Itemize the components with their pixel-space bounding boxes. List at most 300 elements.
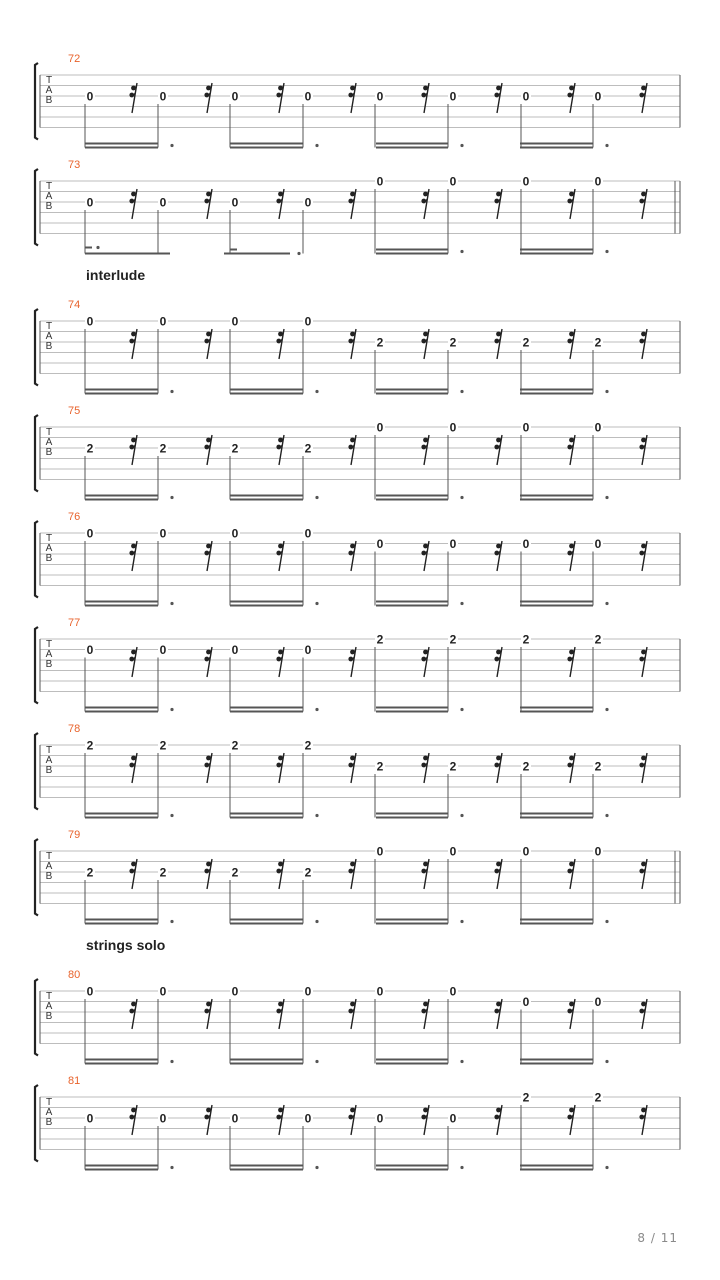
augmentation-dot [315,708,318,711]
page-number: 8 / 11 [637,1231,678,1245]
beam-group [376,390,464,394]
sixteenth-rest-icon [276,753,284,783]
measure-number: 74 [68,299,81,311]
sixteenth-rest-icon [276,859,284,889]
beam-group [376,144,464,148]
beam-group [85,920,174,924]
sixteenth-rest-icon [276,83,284,113]
augmentation-dot [315,814,318,817]
sixteenth-rest-icon [639,647,647,677]
tab-system [35,511,680,606]
tab-clef-letter: T [45,533,53,544]
tab-clef-letter: B [45,1117,53,1128]
beam-group [376,496,464,500]
augmentation-dot [460,1060,463,1063]
augmentation-dot [170,496,173,499]
sixteenth-rest-icon [639,999,647,1029]
fret-number: 2 [376,759,384,774]
sixteenth-rest-icon [567,83,575,113]
fret-number: 2 [449,335,457,350]
beam-group [85,602,174,606]
sixteenth-rest-icon [348,541,356,571]
fret-number: 0 [449,420,457,435]
fret-number: 0 [159,1111,167,1126]
augmentation-dot [605,814,608,817]
fret-number: 0 [159,526,167,541]
beam-group [520,1166,609,1170]
sixteenth-rest-icon [204,83,212,113]
beam-group [376,814,464,818]
sixteenth-rest-icon [567,541,575,571]
sixteenth-rest-icon [348,999,356,1029]
fret-number: 0 [522,174,530,189]
beam-group [230,390,319,394]
section-label: interlude [86,267,146,283]
fret-number: 2 [522,1090,530,1105]
beam-group [230,814,319,818]
beam-group [85,708,174,712]
fret-number: 0 [231,643,239,657]
tab-system [35,159,680,255]
augmentation-dot [605,1166,608,1169]
sixteenth-rest-icon [494,435,502,465]
augmentation-dot [170,1166,173,1169]
fret-number: 0 [522,420,530,435]
tab-clef-letter: T [45,991,53,1002]
fret-number: 0 [86,89,94,104]
fret-number: 0 [594,174,602,189]
measure-number: 78 [68,723,81,735]
augmentation-dot [460,250,463,253]
fret-number: 0 [159,643,167,657]
sixteenth-rest-icon [639,753,647,783]
measure-number: 75 [68,405,81,417]
sixteenth-rest-icon [421,999,429,1029]
fret-number: 0 [594,995,602,1009]
beam-group [230,144,319,148]
beam-group [376,250,464,254]
sixteenth-rest-icon [421,1105,429,1135]
augmentation-dot [170,144,173,147]
fret-number: 2 [376,632,384,647]
tab-clef-letter: A [45,191,53,202]
fret-number: 0 [304,1111,312,1126]
sixteenth-rest-icon [639,189,647,219]
system-bracket [35,63,38,140]
beam-group [520,1060,609,1064]
fret-number: 2 [522,632,530,647]
beam-group [520,920,609,924]
fret-number: 0 [231,89,239,104]
measure-number: 76 [68,511,81,523]
fret-number: 0 [449,174,457,189]
sixteenth-rest-icon [204,999,212,1029]
augmentation-dot [315,602,318,605]
beam-group [230,602,319,606]
sixteenth-rest-icon [421,435,429,465]
fret-number: 2 [449,632,457,647]
fret-number: 0 [159,195,167,210]
fret-number: 2 [594,1090,602,1105]
sixteenth-rest-icon [639,859,647,889]
sixteenth-rest-icon [129,859,137,889]
augmentation-dot [605,144,608,147]
fret-number: 2 [594,632,602,647]
beam-group [520,390,609,394]
fret-number: 0 [522,89,530,104]
tab-clef-letter: T [45,1097,53,1108]
sixteenth-rest-icon [421,329,429,359]
fret-number: 0 [86,195,94,210]
sixteenth-rest-icon [129,329,137,359]
augmentation-dot [170,390,173,393]
beam-group [520,602,609,606]
beam-group [230,708,319,712]
beam-group [520,144,609,148]
augmentation-dot [460,708,463,711]
augmentation-dot [460,1166,463,1169]
fret-number: 2 [594,335,602,350]
sixteenth-rest-icon [494,83,502,113]
beam-group [85,1166,174,1170]
fret-number: 0 [376,1111,384,1126]
sixteenth-rest-icon [567,647,575,677]
sixteenth-rest-icon [276,541,284,571]
tab-clef-letter: T [45,181,53,192]
tab-system [35,299,680,394]
tab-system [35,829,680,924]
beam-group [230,496,319,500]
fret-number: 0 [86,526,94,541]
sixteenth-rest-icon [348,329,356,359]
sixteenth-rest-icon [494,1105,502,1135]
augmentation-dot [170,814,173,817]
fret-number: 0 [304,984,312,999]
sixteenth-rest-icon [129,1105,137,1135]
system-bracket [35,309,38,386]
system-bracket [35,627,38,704]
sixteenth-rest-icon [421,753,429,783]
fret-number: 0 [376,984,384,999]
augmentation-dot [170,1060,173,1063]
sixteenth-rest-icon [494,329,502,359]
augmentation-dot [460,390,463,393]
fret-number: 0 [231,314,239,329]
fret-number: 0 [304,89,312,104]
fret-number: 2 [304,441,312,456]
augmentation-dot [605,708,608,711]
system-bracket [35,979,38,1056]
tab-clef-letter: A [45,331,53,342]
sixteenth-rest-icon [276,435,284,465]
fret-number: 0 [376,420,384,435]
beam-group [376,920,464,924]
fret-number: 0 [159,314,167,329]
tab-clef-letter: A [45,437,53,448]
beam-group [520,814,609,818]
section-label: strings solo [86,937,166,953]
sixteenth-rest-icon [204,859,212,889]
sixteenth-rest-icon [129,189,137,219]
measure-number: 77 [68,617,81,629]
augmentation-dot [315,144,318,147]
beam-group [85,1060,174,1064]
augmentation-dot [460,496,463,499]
measure-number: 73 [68,159,81,171]
tab-clef-letter: T [45,427,53,438]
sixteenth-rest-icon [276,189,284,219]
fret-number: 2 [159,865,167,880]
augmentation-dot [96,246,99,249]
tab-clef-letter: T [45,75,53,86]
fret-number: 2 [449,759,457,774]
sixteenth-rest-icon [494,647,502,677]
beam-group [230,920,319,924]
sixteenth-rest-icon [421,189,429,219]
tab-system [35,405,680,500]
fret-number: 0 [231,526,239,541]
tab-clef-letter: B [45,871,53,882]
tab-clef-letter: B [45,95,53,106]
fret-number: 2 [86,738,94,753]
sixteenth-rest-icon [348,83,356,113]
sixteenth-rest-icon [276,647,284,677]
sixteenth-rest-icon [639,1105,647,1135]
sixteenth-rest-icon [204,329,212,359]
tab-clef-letter: B [45,447,53,458]
fret-number: 0 [86,643,94,657]
system-bracket [35,733,38,810]
fret-number: 0 [449,844,457,859]
tab-system [35,969,680,1064]
sixteenth-rest-icon [348,859,356,889]
sixteenth-rest-icon [129,753,137,783]
fret-number: 2 [86,441,94,456]
beam-group [85,144,174,148]
augmentation-dot [605,602,608,605]
sixteenth-rest-icon [421,859,429,889]
sixteenth-rest-icon [639,83,647,113]
sixteenth-rest-icon [421,647,429,677]
fret-number: 2 [231,865,239,880]
augmentation-dot [460,602,463,605]
fret-number: 0 [304,526,312,541]
sixteenth-rest-icon [129,541,137,571]
fret-number: 0 [449,537,457,551]
fret-number: 0 [304,643,312,657]
augmentation-dot [315,1060,318,1063]
sixteenth-rest-icon [494,541,502,571]
sixteenth-rest-icon [276,329,284,359]
fret-number: 0 [594,844,602,859]
tab-system [35,723,680,818]
beam-group [85,496,174,500]
fret-number: 2 [159,738,167,753]
tab-clef-letter: A [45,755,53,766]
fret-number: 0 [376,537,384,551]
augmentation-dot [460,920,463,923]
fret-number: 0 [376,844,384,859]
augmentation-dot [605,920,608,923]
fret-number: 2 [159,441,167,456]
tab-clef-letter: A [45,1001,53,1012]
augmentation-dot [315,496,318,499]
sixteenth-rest-icon [567,999,575,1029]
augmentation-dot [297,252,300,255]
sixteenth-rest-icon [276,999,284,1029]
sixteenth-rest-icon [204,1105,212,1135]
augmentation-dot [170,602,173,605]
sixteenth-rest-icon [348,1105,356,1135]
augmentation-dot [315,920,318,923]
fret-number: 0 [159,89,167,104]
tab-clef-letter: A [45,543,53,554]
fret-number: 0 [594,420,602,435]
fret-number: 0 [231,1111,239,1126]
sixteenth-rest-icon [276,1105,284,1135]
measure-number: 81 [68,1075,81,1087]
beam-group [376,1166,464,1170]
sixteenth-rest-icon [348,435,356,465]
tab-clef-letter: A [45,649,53,660]
fret-number: 0 [231,984,239,999]
fret-number: 0 [376,174,384,189]
sixteenth-rest-icon [348,189,356,219]
fret-number: 2 [522,759,530,774]
sixteenth-rest-icon [204,753,212,783]
beam-group [520,250,609,254]
sixteenth-rest-icon [348,753,356,783]
fret-number: 2 [594,759,602,774]
sixteenth-rest-icon [204,647,212,677]
sixteenth-rest-icon [129,647,137,677]
sixteenth-rest-icon [494,189,502,219]
tab-clef-letter: T [45,745,53,756]
fret-number: 2 [231,441,239,456]
measure-number: 80 [68,969,81,981]
augmentation-dot [605,250,608,253]
fret-number: 0 [449,89,457,104]
system-bracket [35,839,38,916]
fret-number: 0 [594,89,602,104]
sixteenth-rest-icon [129,999,137,1029]
sixteenth-rest-icon [567,753,575,783]
sixteenth-rest-icon [567,859,575,889]
fret-number: 0 [86,314,94,329]
sixteenth-rest-icon [204,189,212,219]
sixteenth-rest-icon [639,541,647,571]
tab-system [35,617,680,712]
tab-clef-letter: B [45,201,53,212]
fret-number: 0 [449,984,457,999]
sixteenth-rest-icon [204,541,212,571]
sixteenth-rest-icon [129,83,137,113]
system-bracket [35,1085,38,1162]
beam-group [85,390,174,394]
fret-number: 2 [304,738,312,753]
beam-group [85,814,174,818]
fret-number: 2 [86,865,94,880]
sixteenth-rest-icon [204,435,212,465]
tab-clef-letter: A [45,85,53,96]
beam-group [520,496,609,500]
augmentation-dot [315,390,318,393]
tab-clef-letter: T [45,851,53,862]
fret-number: 0 [449,1111,457,1126]
sixteenth-rest-icon [494,859,502,889]
fret-number: 2 [522,335,530,350]
measure-number: 72 [68,53,81,65]
sixteenth-rest-icon [567,329,575,359]
tab-clef-letter: B [45,1011,53,1022]
fret-number: 0 [86,984,94,999]
augmentation-dot [605,390,608,393]
sixteenth-rest-icon [421,541,429,571]
beam-group [520,708,609,712]
sixteenth-rest-icon [129,435,137,465]
fret-number: 0 [522,537,530,551]
augmentation-dot [170,920,173,923]
tab-system [35,1075,680,1170]
measure-number: 79 [68,829,81,841]
sixteenth-rest-icon [567,435,575,465]
system-bracket [35,521,38,598]
tab-clef-letter: B [45,341,53,352]
augmentation-dot [460,144,463,147]
tab-clef-letter: T [45,639,53,650]
fret-number: 0 [304,195,312,210]
system-bracket [35,415,38,492]
tab-clef-letter: B [45,659,53,670]
sixteenth-rest-icon [567,189,575,219]
beam-group [376,1060,464,1064]
fret-number: 0 [231,195,239,210]
fret-number: 2 [231,738,239,753]
tab-clef-letter: B [45,553,53,564]
beam-group [230,1060,319,1064]
fret-number: 0 [376,89,384,104]
fret-number: 0 [86,1111,94,1126]
fret-number: 0 [594,537,602,551]
sixteenth-rest-icon [567,1105,575,1135]
fret-number: 2 [304,865,312,880]
sixteenth-rest-icon [421,83,429,113]
tab-clef-letter: B [45,765,53,776]
fret-number: 2 [376,335,384,350]
fret-number: 0 [522,844,530,859]
beam-group [376,602,464,606]
tab-clef-letter: A [45,1107,53,1118]
tab-clef-letter: A [45,861,53,872]
beam-group [85,246,170,254]
augmentation-dot [605,496,608,499]
sixteenth-rest-icon [639,435,647,465]
system-bracket [35,169,38,246]
sixteenth-rest-icon [639,329,647,359]
sixteenth-rest-icon [494,753,502,783]
tab-clef-letter: T [45,321,53,332]
beam-group [224,250,301,256]
tab-system [35,53,680,148]
beam-group [376,708,464,712]
fret-number: 0 [522,995,530,1009]
augmentation-dot [460,814,463,817]
sixteenth-rest-icon [494,999,502,1029]
augmentation-dot [315,1166,318,1169]
sixteenth-rest-icon [348,647,356,677]
fret-number: 0 [159,984,167,999]
augmentation-dot [170,708,173,711]
